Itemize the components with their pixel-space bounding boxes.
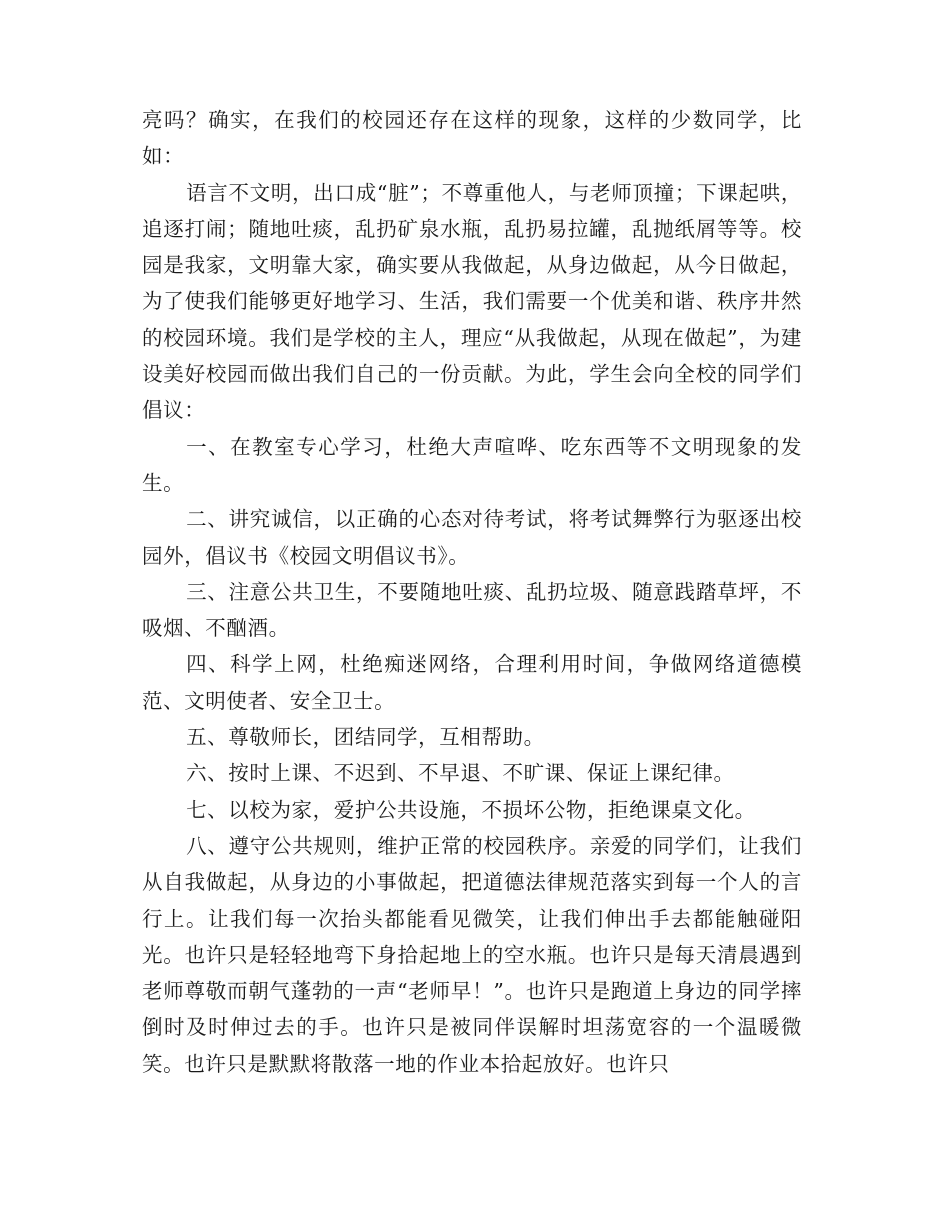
proposal-item-4: 四、科学上网，杜绝痴迷网络，合理利用时间，争做网络道德模范、文明使者、安全卫士。 <box>142 652 802 713</box>
proposal-item-2: 二、讲究诚信，以正确的心态对待考试，将考试舞弊行为驱逐出校园外，倡议书《校园文明倡议书》。 <box>142 507 802 568</box>
proposal-item-6: 六、按时上课、不迟到、不早退、不旷课、保证上课纪律。 <box>186 761 735 786</box>
proposal-item-8: 八、遵守公共规则，维护正常的校园秩序。亲爱的同学们，让我们从自我做起，从身边的小事做起，把道德法律规范落实到每一个人的言行上。让我们每一次抬头都能看见微笑，让我们伸出手去都能触碰阳光。也许只是轻轻地弯下身拾起地上的空水瓶。也许只是每天清晨遇到老师尊敬而朝气蓬勃的一声“老师早！”。也许只是跑道上身边的同学摔倒时及时伸过去的手。也许只是被同伴误解时坦荡宽容的一个温暖微笑。也许只是默默将散落一地的作业本拾起放好。也许只 <box>142 833 802 1076</box>
paragraph-continuation: 亮吗？确实，在我们的校园还存在这样的现象，这样的少数同学，比如： <box>142 108 802 169</box>
proposal-item-5: 五、尊敬师长，团结同学，互相帮助。 <box>186 725 545 750</box>
proposal-item-3: 三、注意公共卫生，不要随地吐痰、乱扔垃圾、随意践踏草坪，不吸烟、不酗酒。 <box>142 579 802 641</box>
proposal-item-7: 七、以校为家，爱护公共设施，不损坏公物，拒绝课桌文化。 <box>186 797 756 822</box>
document-body <box>142 102 802 1082</box>
proposal-item-1: 一、在教室专心学习，杜绝大声喧哗、吃东西等不文明现象的发生。 <box>142 434 802 495</box>
paragraph-phenomena: 语言不文明，出口成“脏”；不尊重他人，与老师顶撞；下课起哄，追逐打闹；随地吐痰，乱扔矿泉水瓶，乱扔易拉罐，乱抛纸屑等等。校园是我家，文明靠大家，确实要从我做起，从身边做起，从今日做起，为了使我们能够更好地学习、生活，我们需要一个优美和谐、秩序井然的校园环境。我们是学校的主人，理应“从我做起，从现在做起”，为建设美好校园而做出我们自己的一份贡献。为此，学生会向全校的同学们倡议： <box>142 180 802 423</box>
